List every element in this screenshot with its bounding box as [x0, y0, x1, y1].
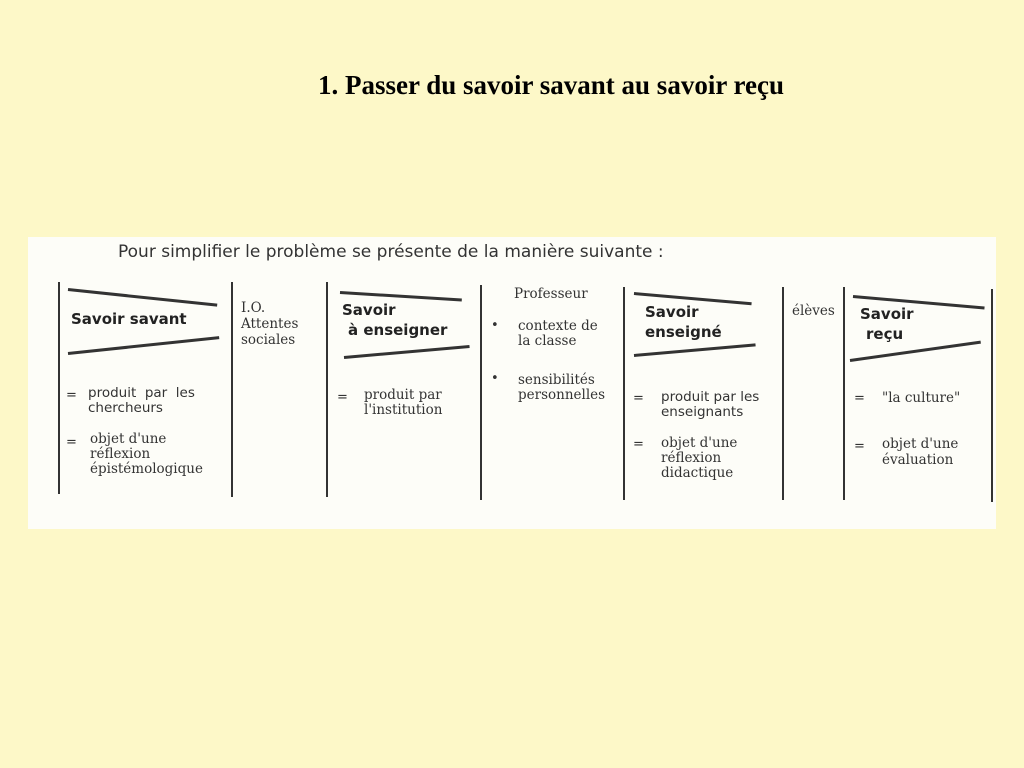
- institution-line: Attentes: [241, 316, 299, 332]
- savoir-recu-item-line: "la culture": [882, 390, 961, 406]
- diagonal-line: [340, 291, 462, 301]
- institution-line: sociales: [241, 332, 296, 348]
- eleves-label: élèves: [792, 303, 835, 319]
- equals-sign: =: [854, 439, 865, 454]
- savoir-a-enseigner-label: Savoir: [342, 301, 396, 319]
- savoir-savant-item-line: épistémologique: [90, 461, 203, 477]
- savoir-enseigne-label: enseigné: [645, 323, 722, 341]
- equals-sign: =: [66, 388, 77, 403]
- column-divider: [58, 282, 60, 494]
- bullet: •: [491, 371, 499, 386]
- column-divider: [623, 287, 625, 500]
- equals-sign: =: [633, 437, 644, 452]
- column-divider: [843, 287, 845, 500]
- savoir-enseigne-item-line: réflexion: [661, 450, 722, 466]
- slide-title: 1. Passer du savoir savant au savoir reçu: [318, 70, 785, 100]
- savoir-savant-item-line: chercheurs: [88, 400, 163, 416]
- diagonal-line: [68, 288, 217, 307]
- professeur-bullet-line: sensibilités: [518, 372, 595, 388]
- savoir-savant-label: Savoir savant: [71, 310, 187, 328]
- column-divider: [480, 285, 482, 500]
- diagram-intro: Pour simplifier le problème se présente de la manière suivante :: [118, 242, 664, 262]
- professeur-bullet-line: la classe: [518, 333, 577, 349]
- professeur-bullet-line: personnelles: [518, 387, 606, 403]
- savoir-a-enseigner-item-line: l'institution: [364, 402, 443, 418]
- savoir-enseigne-item-line: objet d'une: [661, 435, 738, 451]
- scanned-diagram: [28, 237, 996, 529]
- diagonal-line: [68, 336, 219, 355]
- savoir-enseigne-item-line: produit par les: [661, 389, 760, 405]
- savoir-enseigne-label: Savoir: [645, 303, 699, 321]
- savoir-enseigne-item-line: didactique: [661, 465, 734, 481]
- diagonal-line: [634, 343, 756, 357]
- savoir-recu-label: Savoir: [860, 305, 914, 323]
- equals-sign: =: [854, 391, 865, 406]
- bullet: •: [491, 318, 499, 333]
- column-divider: [231, 282, 233, 497]
- savoir-savant-item-line: produit par les: [88, 385, 195, 401]
- savoir-enseigne-item-line: enseignants: [661, 404, 744, 420]
- savoir-savant-item-line: réflexion: [90, 446, 151, 462]
- equals-sign: =: [633, 391, 644, 406]
- column-divider: [991, 289, 993, 502]
- diagonal-line: [344, 345, 470, 359]
- professeur-heading: Professeur: [514, 286, 588, 302]
- savoir-a-enseigner-label: à enseigner: [348, 321, 448, 339]
- savoir-a-enseigner-item-line: produit par: [364, 387, 442, 403]
- savoir-recu-item-line: objet d'une: [882, 436, 959, 452]
- savoir-recu-label: reçu: [866, 325, 904, 343]
- savoir-recu-item-line: évaluation: [882, 452, 954, 468]
- column-divider: [326, 282, 328, 497]
- professeur-bullet-line: contexte de: [518, 318, 598, 334]
- equals-sign: =: [337, 390, 348, 405]
- equals-sign: =: [66, 435, 77, 450]
- column-divider: [782, 287, 784, 500]
- institution-line: I.O.: [241, 300, 266, 316]
- savoir-savant-item-line: objet d'une: [90, 431, 167, 447]
